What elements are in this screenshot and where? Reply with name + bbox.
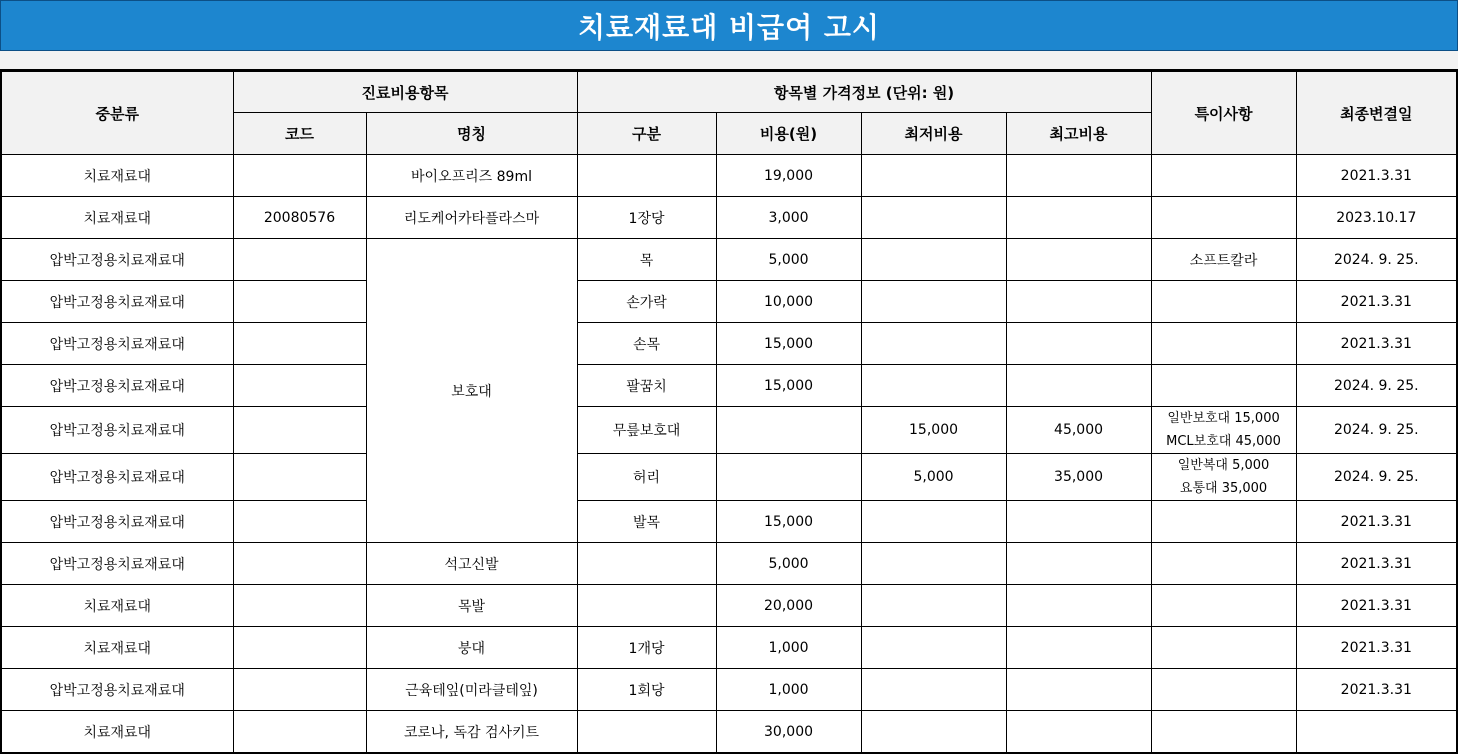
cell-category: 압박고정용치료재료대 <box>1 281 233 323</box>
cell-type <box>577 585 716 627</box>
cell-code <box>233 454 366 501</box>
page-title-bar <box>0 0 1458 51</box>
cell-last-changed: 2024. 9. 25. <box>1296 239 1457 281</box>
cell-name: 코로나, 독감 검사키트 <box>366 711 577 754</box>
cell-note <box>1151 281 1296 323</box>
header-category: 중분류 <box>1 71 233 155</box>
cell-max-cost <box>1006 585 1151 627</box>
table-row <box>1 501 1457 543</box>
cell-cost: 20,000 <box>716 585 861 627</box>
header-type: 구분 <box>577 113 716 155</box>
cell-category: 압박고정용치료재료대 <box>1 323 233 365</box>
cell-cost: 3,000 <box>716 197 861 239</box>
cell-type: 무릎보호대 <box>577 407 716 454</box>
cell-max-cost <box>1006 543 1151 585</box>
note-line: 일반보호대 15,000 <box>1167 411 1280 426</box>
table-row <box>1 239 1457 281</box>
cell-category: 치료재료대 <box>1 711 233 754</box>
cell-max-cost <box>1006 501 1151 543</box>
cell-category: 압박고정용치료재료대 <box>1 239 233 281</box>
cell-category: 압박고정용치료재료대 <box>1 669 233 711</box>
cell-min-cost <box>861 543 1006 585</box>
cell-cost: 19,000 <box>716 155 861 197</box>
cell-type: 손가락 <box>577 281 716 323</box>
cell-type: 손목 <box>577 323 716 365</box>
cell-note <box>1151 669 1296 711</box>
cell-code <box>233 407 366 454</box>
cell-min-cost <box>861 323 1006 365</box>
cell-name: 리도케어카타플라스마 <box>366 197 577 239</box>
note-line: MCL보호대 45,000 <box>1166 434 1281 449</box>
cell-code <box>233 627 366 669</box>
cell-max-cost <box>1006 365 1151 407</box>
cell-type <box>577 155 716 197</box>
cell-code <box>233 365 366 407</box>
cell-name: 바이오프리즈 89ml <box>366 155 577 197</box>
cell-min-cost <box>861 365 1006 407</box>
cell-max-cost <box>1006 239 1151 281</box>
cell-name: 붕대 <box>366 627 577 669</box>
cell-last-changed: 2021.3.31 <box>1296 627 1457 669</box>
cell-min-cost <box>861 281 1006 323</box>
cell-category: 압박고정용치료재료대 <box>1 407 233 454</box>
cell-min-cost <box>861 711 1006 754</box>
cell-note <box>1151 627 1296 669</box>
header-item-group: 진료비용항목 <box>233 71 577 113</box>
cell-category: 치료재료대 <box>1 585 233 627</box>
cell-cost: 1,000 <box>716 669 861 711</box>
cell-last-changed: 2024. 9. 25. <box>1296 454 1457 501</box>
cell-note <box>1151 197 1296 239</box>
cell-last-changed: 2021.3.31 <box>1296 281 1457 323</box>
cell-category: 압박고정용치료재료대 <box>1 501 233 543</box>
header-cost: 비용(원) <box>716 113 861 155</box>
note-line: 요통대 35,000 <box>1179 481 1268 496</box>
cell-category: 압박고정용치료재료대 <box>1 454 233 501</box>
cell-note <box>1151 407 1296 454</box>
cell-category: 압박고정용치료재료대 <box>1 543 233 585</box>
cell-min-cost <box>861 155 1006 197</box>
table-row <box>1 281 1457 323</box>
cell-type: 발목 <box>577 501 716 543</box>
cell-last-changed: 2024. 9. 25. <box>1296 407 1457 454</box>
cell-code <box>233 543 366 585</box>
header-name: 명칭 <box>366 113 577 155</box>
table-row <box>1 407 1457 454</box>
cell-type <box>577 711 716 754</box>
cell-cost: 5,000 <box>716 239 861 281</box>
cell-note <box>1151 454 1296 501</box>
cell-max-cost: 35,000 <box>1006 454 1151 501</box>
cell-last-changed: 2021.3.31 <box>1296 155 1457 197</box>
table-row <box>1 323 1457 365</box>
cell-min-cost <box>861 197 1006 239</box>
note-line: 일반복대 5,000 <box>1177 458 1270 473</box>
cell-category: 압박고정용치료재료대 <box>1 365 233 407</box>
cell-min-cost <box>861 239 1006 281</box>
cell-max-cost <box>1006 669 1151 711</box>
header-max-cost: 최고비용 <box>1006 113 1151 155</box>
cell-last-changed <box>1296 711 1457 754</box>
cell-min-cost <box>861 627 1006 669</box>
cell-note <box>1151 711 1296 754</box>
cell-code <box>233 281 366 323</box>
cell-note: 소프트칼라 <box>1151 239 1296 281</box>
cell-type: 팔꿈치 <box>577 365 716 407</box>
spacer-strip <box>0 51 1458 70</box>
header-price-group: 항목별 가격정보 (단위: 원) <box>577 71 1151 113</box>
cell-max-cost <box>1006 627 1151 669</box>
cell-code <box>233 323 366 365</box>
header-code: 코드 <box>233 113 366 155</box>
price-table <box>0 69 1458 754</box>
cell-code <box>233 501 366 543</box>
cell-cost <box>716 454 861 501</box>
table-row <box>1 669 1457 711</box>
cell-cost: 1,000 <box>716 627 861 669</box>
cell-type: 1장당 <box>577 197 716 239</box>
cell-cost: 5,000 <box>716 543 861 585</box>
cell-min-cost: 15,000 <box>861 407 1006 454</box>
cell-max-cost <box>1006 281 1151 323</box>
cell-name: 석고신발 <box>366 543 577 585</box>
cell-category: 치료재료대 <box>1 155 233 197</box>
cell-type: 허리 <box>577 454 716 501</box>
cell-type: 1개당 <box>577 627 716 669</box>
page-title: 치료재료대 비급여 고시 <box>578 10 880 44</box>
cell-last-changed: 2021.3.31 <box>1296 323 1457 365</box>
cell-min-cost <box>861 501 1006 543</box>
cell-type: 목 <box>577 239 716 281</box>
cell-max-cost: 45,000 <box>1006 407 1151 454</box>
table-row <box>1 155 1457 197</box>
cell-name: 목발 <box>366 585 577 627</box>
cell-category: 치료재료대 <box>1 197 233 239</box>
table-row <box>1 711 1457 754</box>
cell-cost: 15,000 <box>716 323 861 365</box>
cell-last-changed: 2021.3.31 <box>1296 669 1457 711</box>
cell-max-cost <box>1006 197 1151 239</box>
cell-last-changed: 2023.10.17 <box>1296 197 1457 239</box>
cell-type: 1회당 <box>577 669 716 711</box>
cell-note <box>1151 585 1296 627</box>
cell-code <box>233 585 366 627</box>
cell-cost: 15,000 <box>716 365 861 407</box>
table-header <box>1 71 1457 155</box>
cell-note <box>1151 543 1296 585</box>
table-body <box>1 155 1457 754</box>
table-row <box>1 365 1457 407</box>
cell-note <box>1151 501 1296 543</box>
cell-min-cost <box>861 669 1006 711</box>
header-last-changed: 최종변결일 <box>1296 71 1457 155</box>
cell-last-changed: 2021.3.31 <box>1296 501 1457 543</box>
cell-max-cost <box>1006 155 1151 197</box>
cell-name: 보호대 <box>366 239 577 543</box>
cell-code: 20080576 <box>233 197 366 239</box>
cell-min-cost <box>861 585 1006 627</box>
cell-code <box>233 711 366 754</box>
cell-last-changed: 2021.3.31 <box>1296 543 1457 585</box>
cell-min-cost: 5,000 <box>861 454 1006 501</box>
cell-max-cost <box>1006 711 1151 754</box>
cell-name: 근육테잎(미라클테잎) <box>366 669 577 711</box>
cell-last-changed: 2021.3.31 <box>1296 585 1457 627</box>
table-row <box>1 197 1457 239</box>
header-min-cost: 최저비용 <box>861 113 1006 155</box>
cell-code <box>233 669 366 711</box>
cell-note <box>1151 365 1296 407</box>
cell-type <box>577 543 716 585</box>
cell-cost: 15,000 <box>716 501 861 543</box>
cell-cost <box>716 407 861 454</box>
table-row <box>1 454 1457 501</box>
cell-note <box>1151 323 1296 365</box>
cell-last-changed: 2024. 9. 25. <box>1296 365 1457 407</box>
cell-max-cost <box>1006 323 1151 365</box>
cell-code <box>233 155 366 197</box>
cell-category: 치료재료대 <box>1 627 233 669</box>
cell-note <box>1151 155 1296 197</box>
table-row <box>1 543 1457 585</box>
cell-cost: 10,000 <box>716 281 861 323</box>
header-note: 특이사항 <box>1151 71 1296 155</box>
table-row <box>1 585 1457 627</box>
table-row <box>1 627 1457 669</box>
cell-code <box>233 239 366 281</box>
cell-cost: 30,000 <box>716 711 861 754</box>
